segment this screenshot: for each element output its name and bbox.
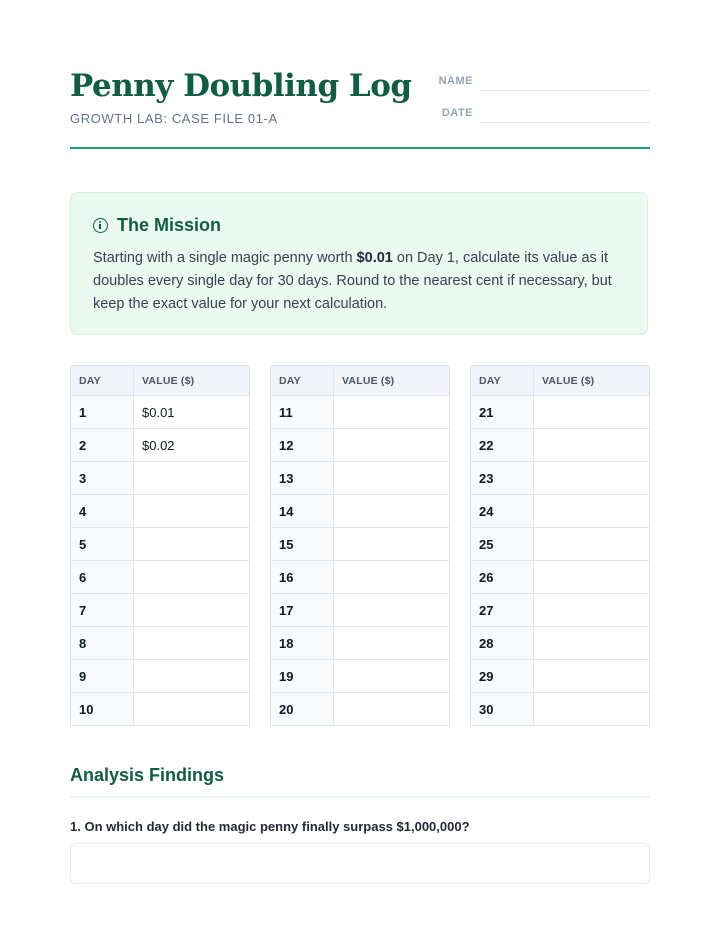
value-cell[interactable] [334,528,450,561]
table-row [271,528,450,561]
day-cell: 26 [471,561,534,594]
day-cell: 14 [271,495,334,528]
mission-box [70,192,648,335]
table-row [271,693,450,726]
table-row [71,627,250,660]
value-cell[interactable] [134,528,250,561]
table-row [71,495,250,528]
day-cell: 17 [271,594,334,627]
value-cell[interactable] [334,495,450,528]
day-column-header: DAY [471,366,534,396]
day-cell: 16 [271,561,334,594]
day-table-11-20 [270,365,450,726]
table-row [471,561,650,594]
name-label: NAME [438,75,473,87]
value-cell[interactable] [534,660,650,693]
day-cell: 9 [71,660,134,693]
table-header-row [471,366,650,396]
mission-starting-value: $0.01 [356,250,393,266]
table-row [71,528,250,561]
value-cell[interactable] [534,594,650,627]
question-1: 1. On which day did the magic penny finally surpass $1,000,000? [70,819,470,834]
table-header-row [71,366,250,396]
day-cell: 8 [71,627,134,660]
mission-header [93,215,221,236]
value-cell[interactable] [534,627,650,660]
day-table-1-10 [70,365,250,726]
mission-text-after: on Day 1, calculate its value as it doubles every single day for 30 days. Round to the nearest cent if necessary, but keep the exact value for your next calculation. [93,250,612,312]
day-cell: 13 [271,462,334,495]
table-row [71,429,250,462]
table-row [71,693,250,726]
day-cell: 21 [471,396,534,429]
day-cell: 25 [471,528,534,561]
table-row [271,462,450,495]
table-row [271,495,450,528]
page-subtitle: GROWTH LAB: CASE FILE 01-A [70,111,278,126]
day-cell: 12 [271,429,334,462]
table-row [471,462,650,495]
day-cell: 22 [471,429,534,462]
day-cell: 5 [71,528,134,561]
value-cell[interactable] [134,627,250,660]
day-cell: 23 [471,462,534,495]
value-cell[interactable] [534,429,650,462]
day-cell: 24 [471,495,534,528]
value-column-header: VALUE ($) [134,366,250,396]
table-row [471,627,650,660]
page-title: Penny Doubling Log [70,68,412,104]
table-row [471,528,650,561]
table-row [71,396,250,429]
table-row [71,561,250,594]
table-row [271,660,450,693]
value-cell[interactable] [134,462,250,495]
day-cell: 3 [71,462,134,495]
table-row [271,429,450,462]
table-row [71,594,250,627]
table-row [271,594,450,627]
date-label: DATE [441,107,473,119]
table-row [271,627,450,660]
day-cell: 10 [71,693,134,726]
day-cell: 11 [271,396,334,429]
value-column-header: VALUE ($) [534,366,650,396]
mission-title: The Mission [117,215,222,235]
table-row [71,660,250,693]
day-cell: 18 [271,627,334,660]
analysis-title: Analysis Findings [70,765,225,785]
header-divider [70,147,650,149]
name-field[interactable] [480,90,650,91]
day-cell: 29 [471,660,534,693]
answer-1-field[interactable] [70,843,650,884]
day-cell: 27 [471,594,534,627]
table-row [471,396,650,429]
table-row [271,561,450,594]
value-cell[interactable]: $0.02 [134,429,250,462]
mission-text [93,247,633,316]
value-cell[interactable] [334,429,450,462]
day-cell: 7 [71,594,134,627]
table-header-row [271,366,450,396]
value-cell[interactable] [334,462,450,495]
day-cell: 1 [71,396,134,429]
value-cell[interactable] [134,561,250,594]
value-cell[interactable] [334,627,450,660]
day-cell: 19 [271,660,334,693]
table-row [71,462,250,495]
table-row [471,594,650,627]
day-cell: 28 [471,627,534,660]
date-field[interactable] [480,122,650,123]
mission-text-before: Starting with a single magic penny worth [93,250,357,266]
day-cell: 20 [271,693,334,726]
day-column-header: DAY [271,366,334,396]
day-cell: 15 [271,528,334,561]
value-cell[interactable] [334,396,450,429]
day-table-21-30 [470,365,650,726]
value-cell[interactable] [534,528,650,561]
value-column-header: VALUE ($) [334,366,450,396]
info-icon [93,218,108,233]
value-cell[interactable]: $0.01 [134,396,250,429]
table-row [471,495,650,528]
day-cell: 4 [71,495,134,528]
table-row [471,660,650,693]
value-cell[interactable] [334,594,450,627]
value-cell[interactable] [534,561,650,594]
day-cell: 6 [71,561,134,594]
value-cell[interactable] [534,693,650,726]
value-cell[interactable] [134,495,250,528]
day-cell: 30 [471,693,534,726]
table-row [471,693,650,726]
table-row [471,429,650,462]
value-cell[interactable] [534,396,650,429]
table-row [271,396,450,429]
value-cell[interactable] [534,495,650,528]
value-cell[interactable] [334,561,450,594]
value-cell[interactable] [134,594,250,627]
value-cell[interactable] [334,693,450,726]
day-column-header: DAY [71,366,134,396]
value-cell[interactable] [334,660,450,693]
value-cell[interactable] [534,462,650,495]
analysis-divider [70,796,650,798]
value-cell[interactable] [134,660,250,693]
value-cell[interactable] [134,693,250,726]
day-cell: 2 [71,429,134,462]
